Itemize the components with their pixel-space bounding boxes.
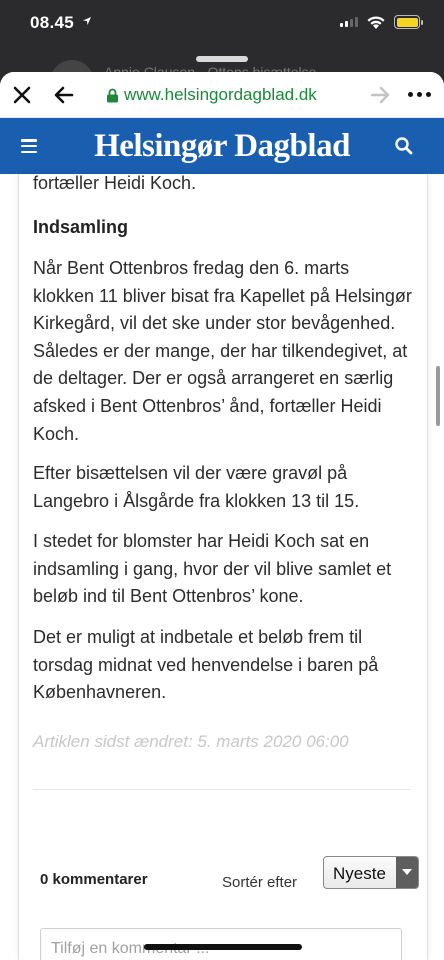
home-indicator [144, 944, 302, 950]
comment-count: 0 kommentarer [40, 871, 148, 888]
site-header [0, 118, 444, 174]
close-icon[interactable] [10, 83, 34, 107]
url-text: www.helsingordagblad.dk [124, 85, 317, 104]
article-paragraph: Når Bent Ottenbros fredag den 6. marts klokken 11 bliver bisat fra Kapellet på Helsingør Kirkegård, vil det ske under stor bevågenhed. Således er der mange, der har tilkendegivet, at de deltager. Der er også arrangeret en særlig afsked i Bent Ottenbros’ ånd, fortæller Heidi Koch. [33, 258, 412, 444]
status-time: 08.45 [30, 13, 75, 32]
sort-label: Sortér efter [222, 874, 298, 891]
scrollbar[interactable] [436, 366, 440, 426]
article-paragraph: Det er muligt at indbetale et beløb frem til torsdag midnat ved henvendelse i baren på Københavneren. [33, 627, 379, 703]
arrow-right-icon[interactable] [368, 83, 392, 107]
lock-icon [106, 88, 119, 103]
status-bar [0, 0, 444, 52]
sort-select[interactable] [323, 856, 419, 889]
article-card [18, 174, 428, 960]
divider [33, 789, 411, 790]
article-paragraph: I stedet for blomster har Heidi Koch sat en indsamling i gang, hvor der vil blive samlet et beløb ind til Bent Ottenbros’ kone. [33, 531, 392, 607]
article-text: fortæller Heidi Koch. [33, 173, 197, 193]
sort-select-value: Nyeste [333, 864, 386, 883]
browser-toolbar [0, 72, 444, 118]
search-icon[interactable] [394, 136, 414, 156]
site-logo[interactable]: Helsingør Dagblad [94, 128, 350, 164]
more-horizontal-icon[interactable] [408, 92, 431, 97]
chevron-down-icon [396, 857, 418, 888]
battery-icon [394, 15, 420, 29]
url-bar[interactable] [106, 85, 317, 105]
wifi-icon [366, 14, 386, 30]
cellular-signal-icon [340, 17, 358, 27]
location-arrow-icon [82, 16, 92, 26]
in-app-browser [0, 72, 444, 960]
section-heading: Indsamling [33, 217, 129, 237]
arrow-left-icon[interactable] [52, 83, 76, 107]
sheet-grabber[interactable] [196, 56, 248, 62]
article-paragraph: Efter bisættelsen vil der være gravøl på Langebro i Ålsgårde fra klokken 13 til 15. [33, 463, 360, 511]
last-updated: Artiklen sidst ændret: 5. marts 2020 06:00 [33, 732, 349, 751]
